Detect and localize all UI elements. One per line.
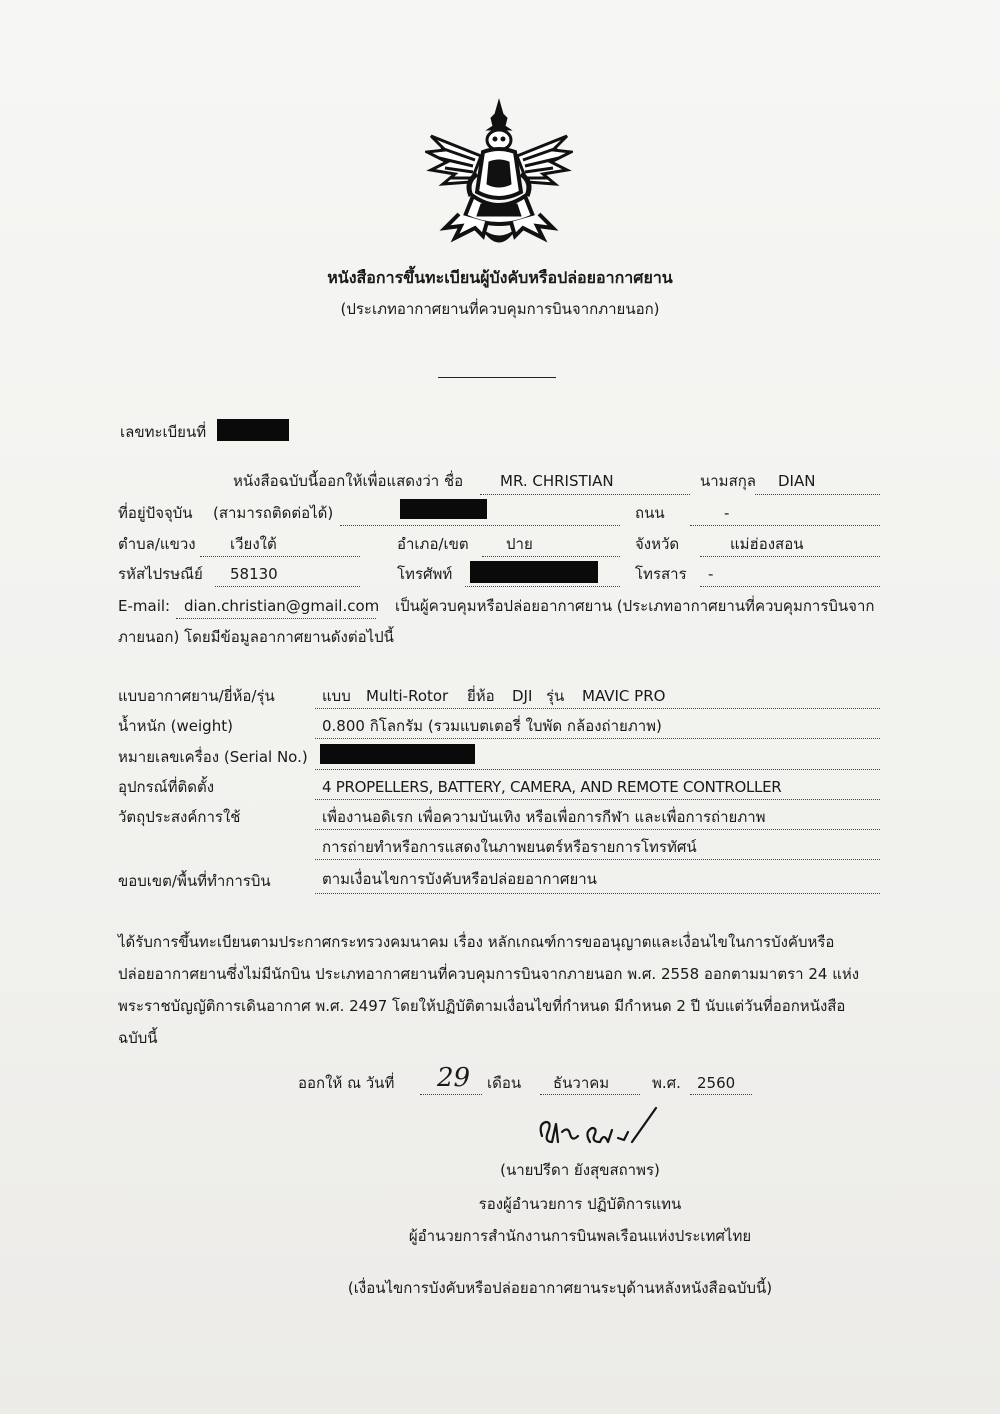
signatory-position-1: รองผู้อำนวยการ ปฏิบัติการแทน [478, 1195, 682, 1213]
garuda-emblem-icon [425, 96, 573, 254]
purpose-underline-1 [315, 829, 880, 830]
month-line [540, 1094, 640, 1095]
purpose-label: วัตถุประสงค์การใช้ [118, 808, 241, 826]
email-line [176, 618, 376, 619]
road-line [690, 525, 880, 526]
holder-surname: DIAN [778, 472, 816, 490]
serial-redacted [320, 744, 475, 764]
area-label: ขอบเขต/พื้นที่ทำการบิน [118, 872, 271, 890]
handwritten-signature [528, 1102, 668, 1152]
day-line [420, 1094, 482, 1095]
road-label: ถนน [635, 504, 665, 522]
email-label: E-mail: [118, 597, 171, 615]
serial-line [315, 769, 880, 770]
registration-label: เลขทะเบียนที่ [120, 423, 207, 441]
postal-label: รหัสไปรษณีย์ [118, 565, 203, 583]
certify-intro: หนังสือฉบับนี้ออกให้เพื่อแสดงว่า ชื่อ [233, 472, 464, 490]
district-label: อำเภอ/เขต [397, 535, 469, 553]
issued-label: ออกให้ ณ วันที่ [298, 1074, 395, 1092]
role-line-2: ภายนอก) โดยมีข้อมูลอากาศยานดังต่อไปนี้ [118, 628, 394, 646]
year-label: พ.ศ. [652, 1074, 681, 1092]
address-line [340, 525, 620, 526]
holder-name: MR. CHRISTIAN [500, 472, 614, 490]
model-label: แบบอากาศยาน/ยี่ห้อ/รุ่น [118, 687, 275, 705]
subdistrict-value: เวียงใต้ [230, 535, 277, 553]
equipment-line [315, 799, 880, 800]
fax-label: โทรสาร [635, 565, 687, 583]
weight-value: 0.800 กิโลกรัม (รวมแบตเตอรี่ ใบพัด กล้องถ่ายภาพ) [322, 717, 662, 735]
address-label: ที่อยู่ปัจจุบัน [118, 504, 193, 522]
district-value: ปาย [506, 535, 533, 553]
address-redacted [400, 499, 487, 519]
body-line-2: ปล่อยอากาศยานซึ่งไม่มีนักบิน ประเภทอากาศยานที่ควบคุมการบินจากภายนอก พ.ศ. 2558 ออกตามมาตรา 24 แห่ง [118, 965, 860, 983]
postal-value: 58130 [230, 565, 278, 583]
conditions-note: (เงื่อนไขการบังคับหรือปล่อยอากาศยานระบุด้านหลังหนังสือฉบับนี้) [347, 1279, 773, 1297]
area-line [315, 893, 880, 894]
brand-value: DJI [512, 687, 533, 705]
name-line [480, 494, 690, 495]
signatory-position-2: ผู้อำนวยการสำนักงานการบินพลเรือนแห่งประเทศไทย [408, 1227, 752, 1245]
type-value: Multi-Rotor [366, 687, 449, 705]
phone-line [465, 586, 620, 587]
subdistrict-label: ตำบล/แขวง [118, 535, 196, 553]
body-line-4: ฉบับนี้ [118, 1029, 158, 1047]
model-word: รุ่น [546, 687, 565, 705]
phone-redacted [470, 561, 598, 583]
body-line-3: พระราชบัญญัติการเดินอากาศ พ.ศ. 2497 โดยให้ปฏิบัติตามเงื่อนไขที่กำหนด มีกำหนด 2 ปี นับแต่วันที่ออกหนังสือ [118, 997, 846, 1015]
equipment-value: 4 PROPELLERS, BATTERY, CAMERA, AND REMOTE CONTROLLER [322, 778, 782, 796]
fax-line [700, 586, 880, 587]
model-value: MAVIC PRO [582, 687, 666, 705]
type-label: แบบ [322, 687, 351, 705]
surname-label: นามสกุล [700, 472, 756, 490]
purpose-underline-2 [315, 859, 880, 860]
surname-line [755, 494, 880, 495]
document-title: หนังสือการขึ้นทะเบียนผู้บังคับหรือปล่อยอากาศยาน [327, 268, 673, 287]
subdistrict-line [200, 556, 360, 557]
phone-label: โทรศัพท์ [397, 565, 453, 583]
purpose-line-2: การถ่ายทำหรือการแสดงในภาพยนตร์หรือรายการโทรทัศน์ [322, 838, 697, 856]
province-line [700, 556, 880, 557]
equipment-label: อุปกรณ์ที่ติดตั้ง [118, 778, 215, 796]
issue-month: ธันวาคม [553, 1074, 610, 1092]
purpose-line-1: เพื่องานอดิเรก เพื่อความบันเทิง หรือเพื่อการกีฬา และเพื่อการถ่ายภาพ [322, 808, 766, 826]
body-line-1: ได้รับการขึ้นทะเบียนตามประกาศกระทรวงคมนาคม เรื่อง หลักเกณฑ์การขออนุญาตและเงื่อนไขในการบังคับหรือ [118, 933, 835, 951]
issue-year: 2560 [697, 1074, 736, 1092]
province-value: แม่ฮ่องสอน [730, 535, 804, 553]
district-line [482, 556, 620, 557]
issue-day: 29 [437, 1063, 471, 1093]
address-note: (สามารถติดต่อได้) [213, 504, 334, 522]
province-label: จังหวัด [635, 535, 680, 553]
weight-label: น้ำหนัก (weight) [118, 717, 233, 735]
title-divider [438, 377, 556, 378]
registration-number-redacted [217, 419, 289, 441]
email-value: dian.christian@gmail.com [184, 597, 380, 615]
year-line [690, 1094, 752, 1095]
model-line [315, 708, 880, 709]
road-value: - [724, 504, 730, 522]
brand-label: ยี่ห้อ [467, 687, 495, 705]
serial-label: หมายเลขเครื่อง (Serial No.) [118, 748, 308, 766]
role-line-1: เป็นผู้ควบคุมหรือปล่อยอากาศยาน (ประเภทอากาศยานที่ควบคุมการบินจาก [395, 597, 875, 615]
weight-line [315, 738, 880, 739]
postal-line [215, 586, 360, 587]
area-value: ตามเงื่อนไขการบังคับหรือปล่อยอากาศยาน [322, 870, 597, 888]
fax-value: - [708, 565, 714, 583]
document-subtitle: (ประเภทอากาศยานที่ควบคุมการบินจากภายนอก) [340, 300, 660, 318]
signatory-name: (นายปรีดา ยังสุขสถาพร) [500, 1161, 660, 1179]
month-label: เดือน [487, 1074, 522, 1092]
